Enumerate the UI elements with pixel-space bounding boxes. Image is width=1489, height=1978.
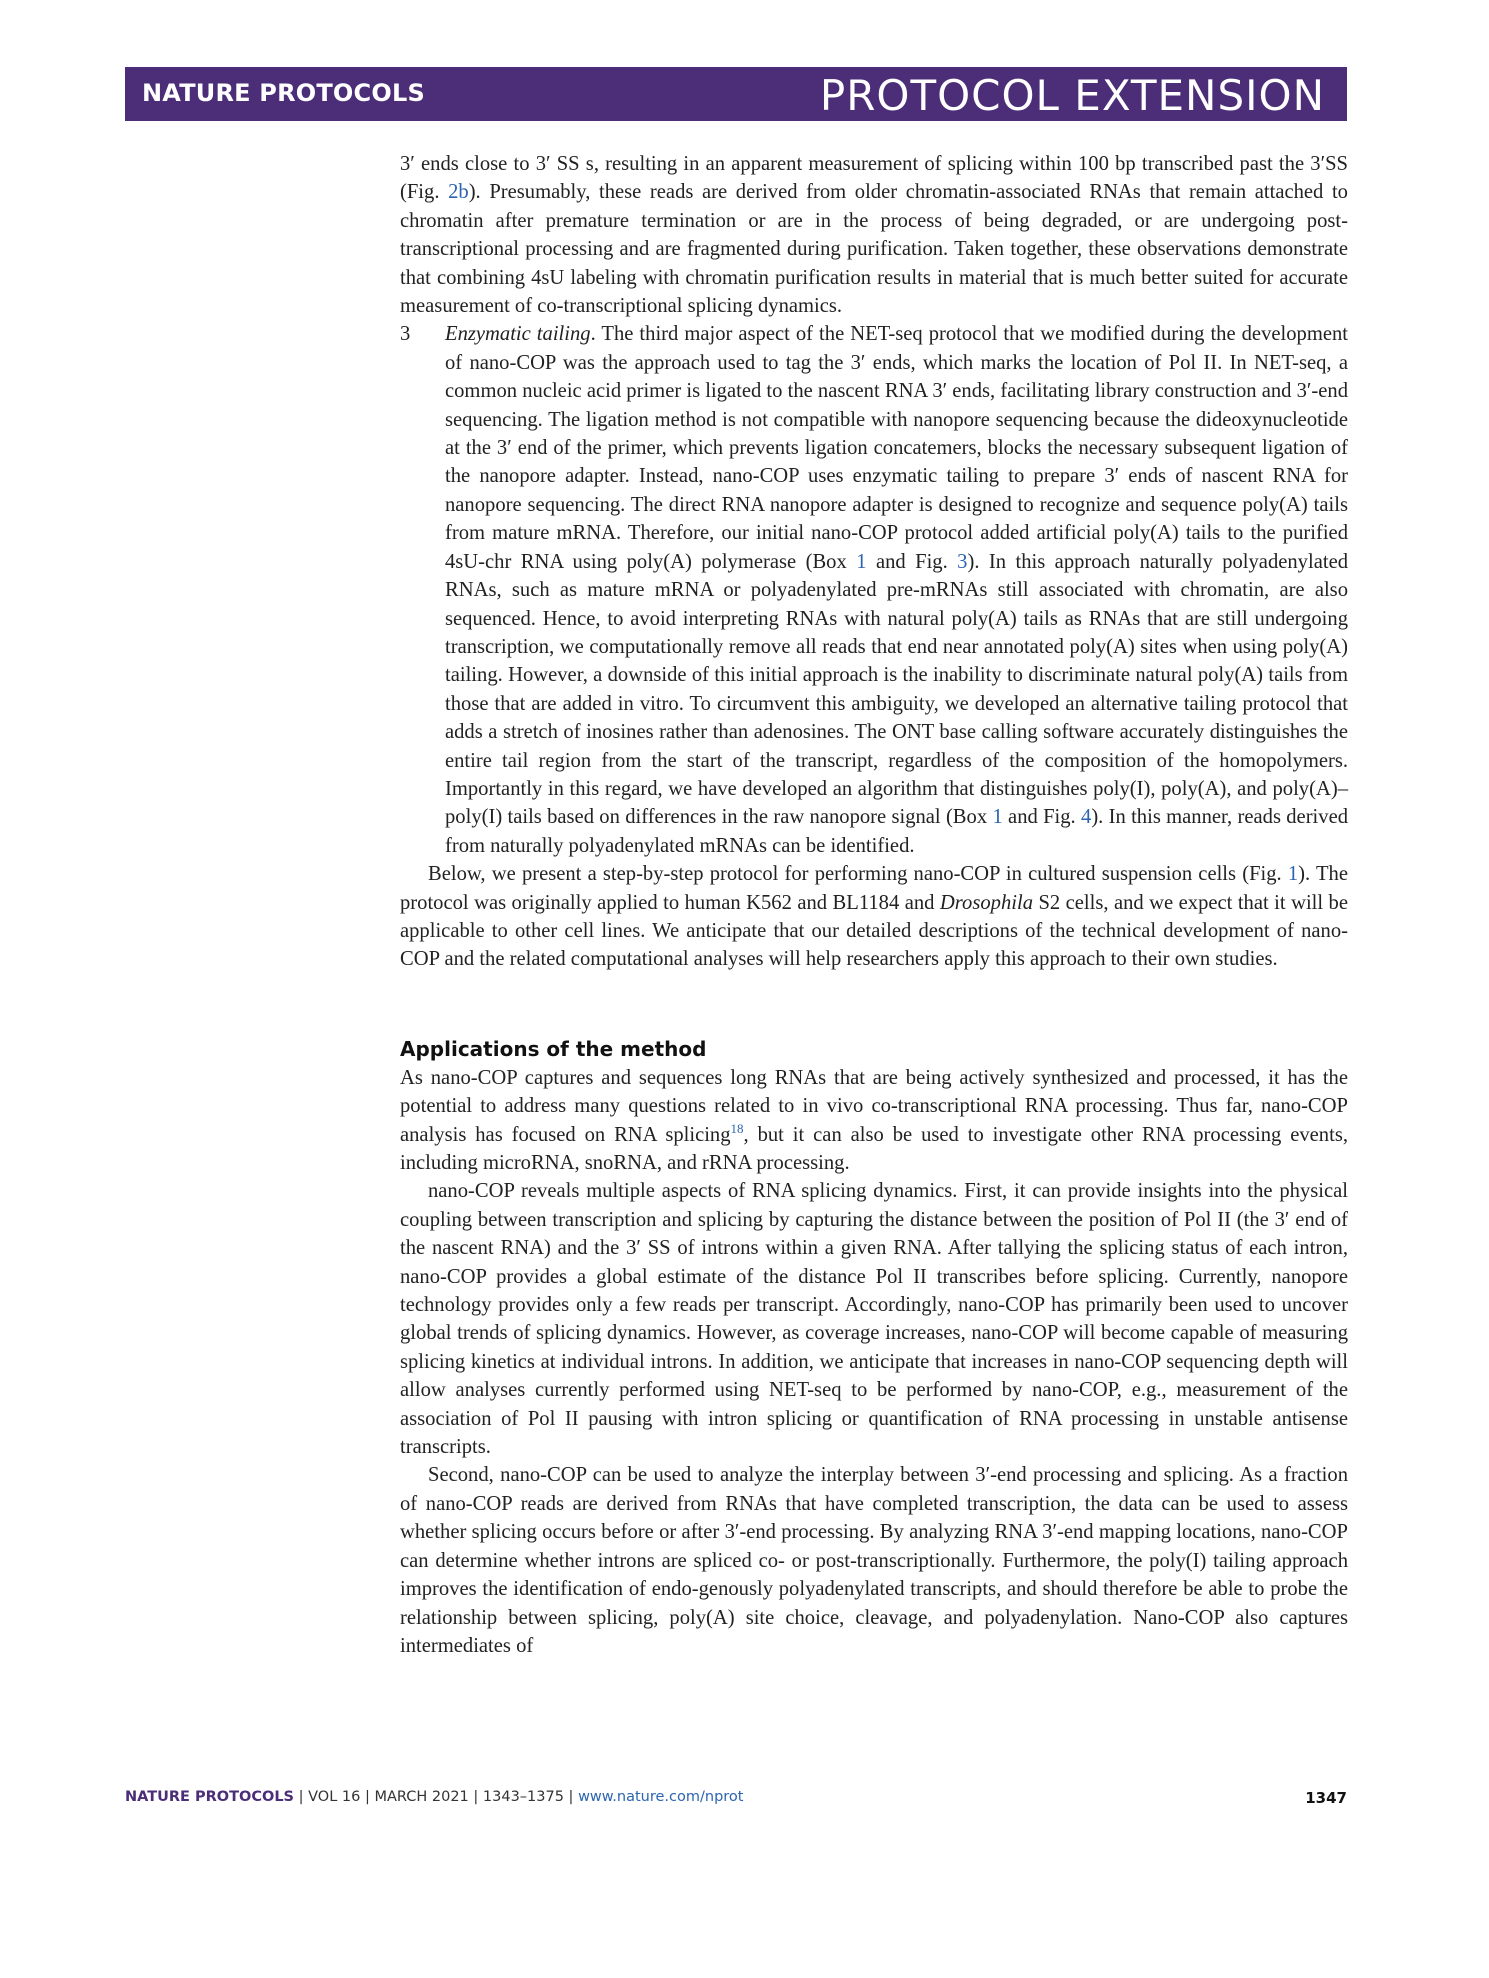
box-link[interactable]: 1 [856, 550, 867, 573]
paragraph-applications-3: Second, nano-COP can be used to analyze the interplay between 3′-end processing and splicing. As a fraction of nano-COP reads are derived from RNAs that have completed transcription, the data can be used to assess whether splicing occurs before or after 3′-end processing. By analyzing RNA 3′-end mapping locations, nano-COP can determine whether introns are spliced co- or post-transcriptionally. Furthermore, the poly(I) tailing approach improves the identification of endo-genously polyadenylated transcripts, and should therefore be able to probe the relationship between splicing, poly(A) site choice, cleavage, and polyadenylation. Nano-COP also captures intermediates of [400, 1464, 1348, 1657]
footer-journal: NATURE PROTOCOLS [125, 1789, 295, 1805]
page-number: 1347 [1305, 1789, 1347, 1807]
figure-link[interactable]: 3 [957, 550, 968, 573]
section-heading: Applications of the method [400, 1036, 707, 1061]
footer-pages: 1343–1375 [482, 1789, 564, 1805]
journal-name: NATURE PROTOCOLS [142, 79, 425, 107]
item-title: Enzymatic tailing [445, 323, 591, 346]
paragraph-applications-1: As nano-COP captures and sequences long RNAs that are being actively synthesized and processed, it has the potential to address many questions related to in vivo co-transcriptional RNA processing. Thus far, nano-COP analysis has focused on RNA splicing$^{18}$, but it can also be used to investigate other RNA processing events, including microRNA, snoRNA, and rRNA processing. [400, 1066, 1348, 1174]
footer-volume: VOL 16 [308, 1789, 361, 1805]
reference-link[interactable]: 18 [730, 1120, 744, 1136]
figure-link[interactable]: 2b [448, 181, 469, 204]
page-header [125, 67, 1347, 121]
paragraph-applications-2: nano-COP reveals multiple aspects of RNA splicing dynamics. First, it can provide insights into the physical coupling between transcription and splicing by capturing the distance between the position of Pol II (the 3′ end of the nascent RNA) and the 3′ SS of introns within a given RNA. After tallying the splicing status of each intron, nano-COP provides a global estimate of the distance Pol II transcribes before splicing. Currently, nanopore technology provides only a few reads per transcript. Accordingly, nano-COP has primarily been used to uncover global trends of splicing dynamics. However, as coverage increases, nano-COP will become capable of measuring splicing kinetics at individual introns. In addition, we anticipate that increases in nano-COP sequencing depth will allow analyses currently performed using NET-seq to be performed by nano-COP, e.g., measurement of the association of Pol II pausing with intron splicing or quantification of RNA processing in unstable antisense transcripts. [400, 1180, 1348, 1459]
list-item-3 [400, 320, 1348, 860]
figure-link[interactable]: 4 [1081, 806, 1092, 829]
list-item-text: Enzymatic tailing. The third major aspect of the NET-seq protocol that we modified during the development of nano-COP was the approach used to tag the 3′ ends, which marks the location of Pol II. In NET-seq, a common nucleic acid primer is ligated to the nascent RNA 3′ ends, facilitating library construction and 3′-end sequencing. The ligation method is not compatible with nanopore sequencing because the dideoxynucleotide at the 3′ end of the primer, which prevents ligation concatemers, blocks the necessary subsequent ligation of the nanopore adapter. Instead, nano-COP uses enzymatic tailing to prepare 3′ ends of nascent RNA for nanopore sequencing. The direct RNA nanopore adapter is designed to recognize and sequence poly(A) tails from mature mRNA. Therefore, our initial nano-COP protocol added artificial poly(A) tails to the purified 4sU-chr RNA using poly(A) polymerase (Box 1 and Fig. 3). In this approach naturally polyadenylated RNAs, such as mature mRNA or polyadenylated pre-mRNAs still associated with chromatin, are also sequenced. Hence, to avoid interpreting RNAs with natural poly(A) tails as RNAs that are still undergoing transcription, we computationally remove all reads that end near annotated poly(A) sites when using poly(A) tailing. However, a downside of this initial approach is the inability to discriminate natural poly(A) tails from those that are added in vitro. To circumvent this ambiguity, we developed an alternative tailing protocol that adds a stretch of inosines rather than adenosines. The ONT base calling software accurately distinguishes the entire tail region from the start of the transcript, regardless of the composition of the homopolymers. Importantly in this regard, we have developed an algorithm that distinguishes poly(I), poly(A), and poly(A)–poly(I) tails based on differences in the raw nanopore signal (Box 1 and Fig. 4). In this manner, reads derived from naturally polyadenylated mRNAs can be identified. [445, 323, 1349, 857]
section-label: PROTOCOL EXTENSION [819, 71, 1325, 120]
article-body [400, 150, 1348, 1660]
page-footer: NATURE PROTOCOLS | VOL 16 | MARCH 2021 | 1343–1375 | www.nature.com/nprot 1347 [125, 1789, 1347, 1807]
footer-url-link[interactable]: www.nature.com/nprot [578, 1789, 744, 1805]
figure-link[interactable]: 1 [1287, 863, 1299, 886]
continued-paragraph: 3′ ends close to 3′ SS s, resulting in an apparent measurement of splicing within 100 bp transcribed past the 3′SS (Fig. 2b). Presumably, these reads are derived from older chromatin-associated RNAs that remain attached to chromatin after premature termination or are in the process of being degraded, or are undergoing post-transcriptional processing and are fragmented during purification. Taken together, these observations demonstrate that combining 4sU labeling with chromatin purification results in material that is much better suited for accurate measurement of co-transcriptional splicing dynamics. [400, 153, 1348, 318]
paragraph-below: Below, we present a step-by-step protocol for performing nano-COP in cultured suspension cells (Fig. 1). The protocol was originally applied to human K562 and BL1184 and Drosophila S2 cells, and we expect that it will be applicable to other cell lines. We anticipate that our detailed descriptions of the technical development of nano-COP and the related computational analyses will help researchers apply this approach to their own studies. [400, 863, 1348, 971]
footer-date: MARCH 2021 [374, 1789, 469, 1805]
list-number: 3 [400, 323, 411, 346]
box-link[interactable]: 1 [992, 806, 1003, 829]
